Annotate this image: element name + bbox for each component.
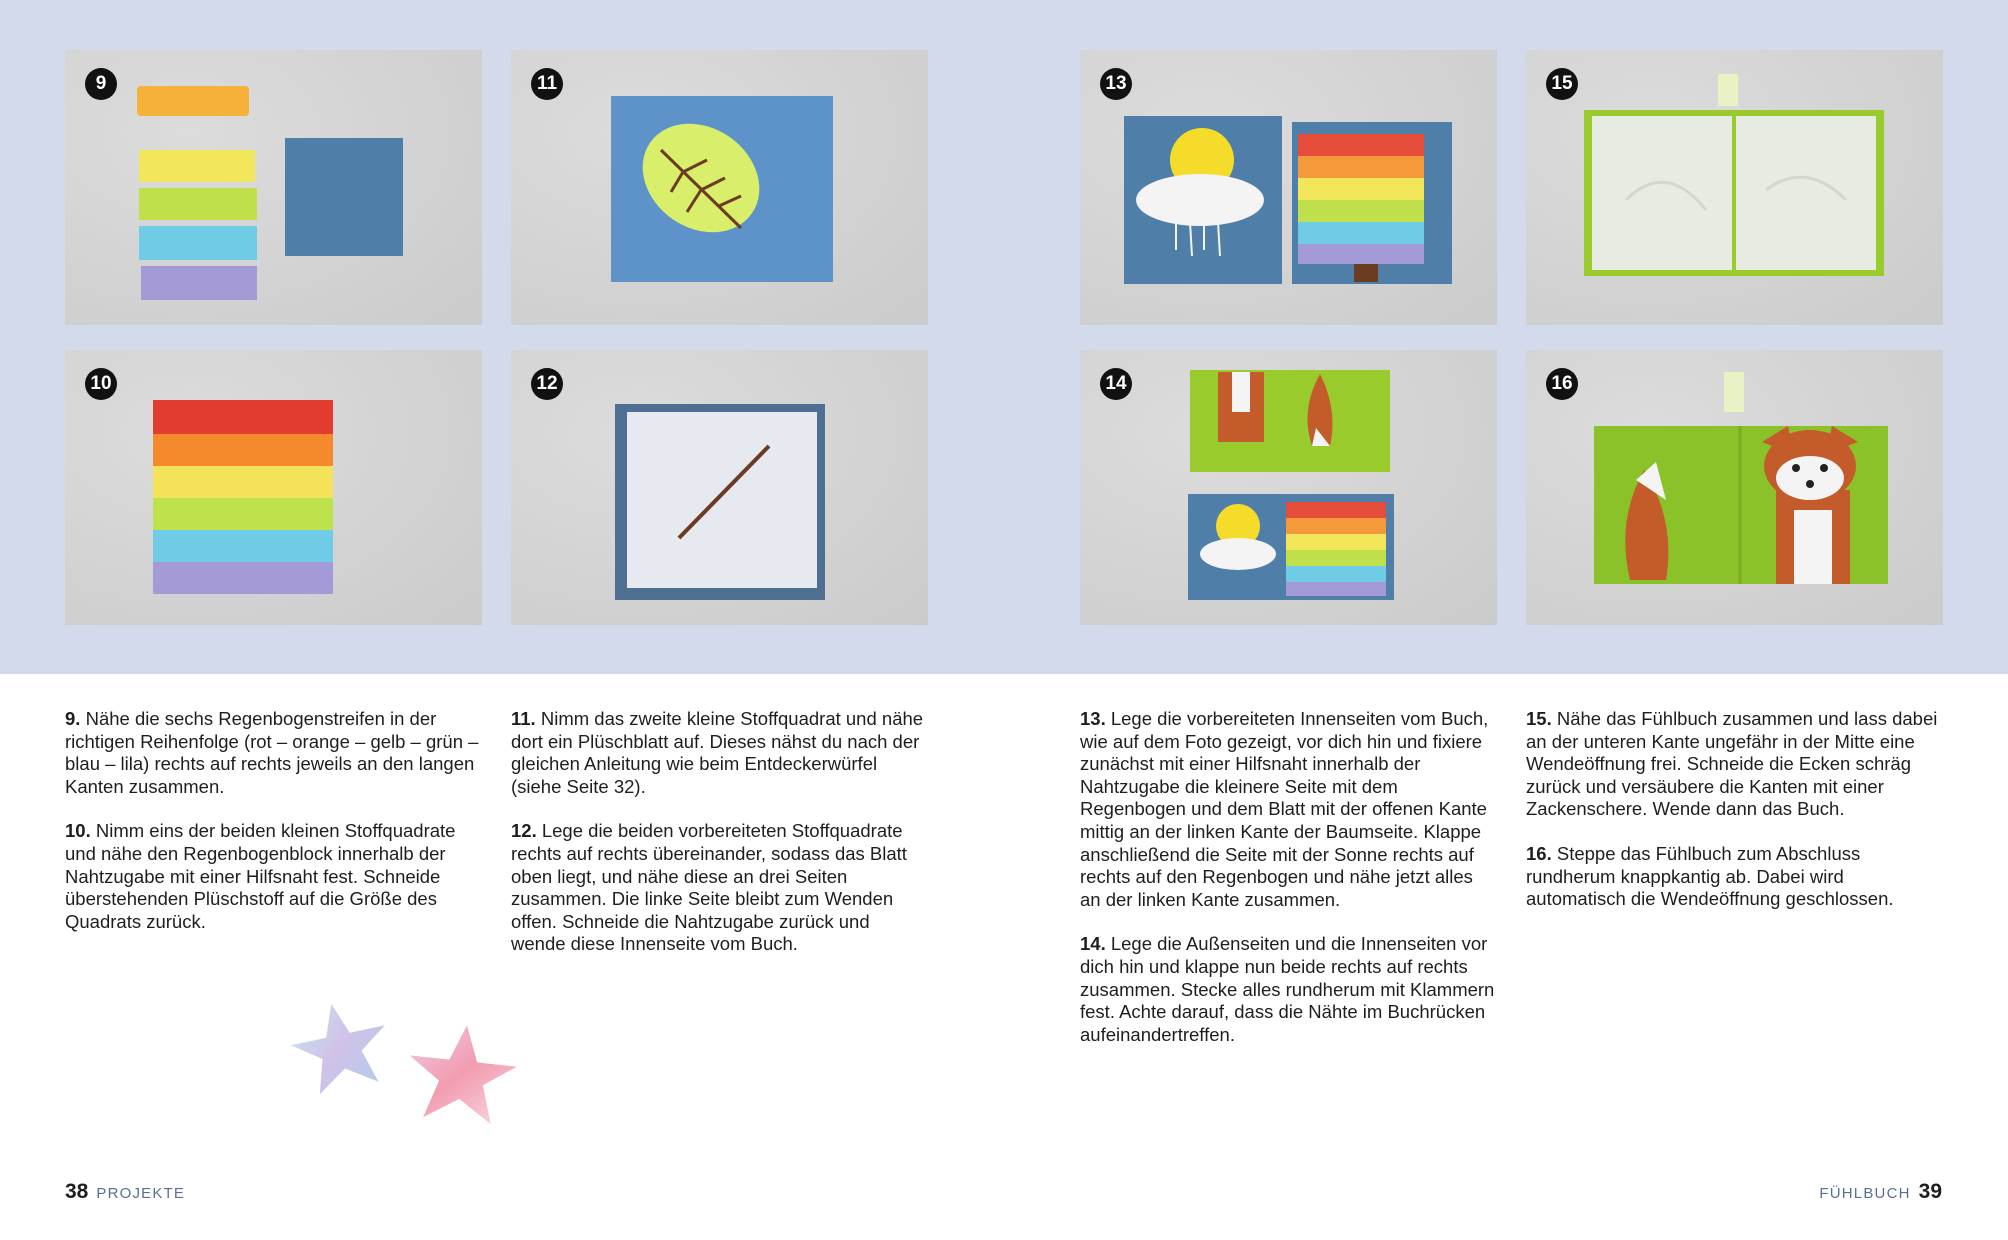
step-14 <box>1080 933 1498 1046</box>
fabric-strips-illustration <box>65 50 482 325</box>
instructions-column-3 <box>1080 708 1498 1068</box>
step-text: Lege die beiden vorbereiteten Stoffquadrate rechts auf rechts übereinander, sodass das Blatt oben liegt, und nähe diese an drei Seiten zusammen. Die linke Seite bleibt zum Wenden offen. Schneide die Nahtzugabe zurück und wende diese Innenseite vom Buch. <box>511 820 907 955</box>
instructions-column-1 <box>65 708 483 955</box>
step-photo-15 <box>1526 50 1943 325</box>
folio-right <box>1819 1180 1942 1204</box>
felt-square-illustration <box>511 350 928 625</box>
step-13 <box>1080 708 1498 911</box>
sun-rainbow-pages-illustration <box>1080 50 1497 325</box>
step-10 <box>65 820 483 933</box>
step-text: Nähe die sechs Regenbogenstreifen in der richtigen Reihenfolge (rot – orange – gelb – grün – blau – lila) rechts auf rechts jeweils an den langen Kanten zusammen. <box>65 708 479 797</box>
step-badge: 9 <box>85 68 117 100</box>
step-text: Steppe das Fühlbuch zum Abschluss rundherum knappkantig ab. Dabei wird automatisch die Wendeöffnung geschlossen. <box>1526 842 1894 910</box>
stacked-pages-illustration <box>1080 350 1497 625</box>
step-16 <box>1526 843 1944 911</box>
step-photo-16 <box>1526 350 1943 625</box>
star-icon <box>403 1020 520 1127</box>
inside-out-book-illustration <box>1526 50 1943 325</box>
step-badge: 15 <box>1546 68 1578 100</box>
step-11 <box>511 708 929 798</box>
step-text: Lege die vorbereiteten Innenseiten vom Buch, wie auf dem Foto gezeigt, vor dich hin und fixiere zunächst mit einer Hilfsnaht innerhalb der Nahtzugabe die kleinere Seite mit dem Regenbogen und dem Blatt mit der offenen Kante mittig an der linken Kante der Baumseite. Klappe anschließend die Seite mit der Sonne rechts auf rechts auf den Regenbogen und nähe jetzt alles an der linken Kante zusammen. <box>1080 708 1489 910</box>
step-label: 10. <box>65 820 91 842</box>
step-photo-9 <box>65 50 482 325</box>
step-label: 15. <box>1526 708 1552 729</box>
step-label: 12. <box>511 820 537 842</box>
step-badge: 14 <box>1100 368 1132 400</box>
section-label-left: PROJEKTE <box>96 1185 186 1202</box>
step-badge: 13 <box>1100 68 1132 100</box>
page-number-right: 39 <box>1918 1180 1942 1203</box>
step-photo-14 <box>1080 350 1497 625</box>
section-label-right: FÜHLBUCH <box>1819 1185 1911 1202</box>
instructions-column-4 <box>1526 708 1944 933</box>
step-text: Nimm eins der beiden kleinen Stoffquadrate und nähe den Regenbogenblock innerhalb der Nahtzugabe mit einer Hilfsnaht fest. Schneide überstehenden Plüschstoff auf die Größe des Quadrats zurück. <box>65 820 456 932</box>
page-number-left: 38 <box>65 1180 89 1203</box>
step-label: 14. <box>1080 933 1106 955</box>
folio-left <box>65 1180 185 1204</box>
watercolor-stars-decoration <box>290 995 530 1135</box>
step-badge: 11 <box>531 68 563 100</box>
step-badge: 10 <box>85 368 117 400</box>
leaf-square-illustration <box>511 50 928 325</box>
step-photo-10 <box>65 350 482 625</box>
step-label: 16. <box>1526 842 1552 864</box>
instructions-column-2 <box>511 708 929 978</box>
step-12 <box>511 820 929 956</box>
step-15 <box>1526 708 1944 821</box>
star-icon <box>290 995 396 1098</box>
step-text: Nähe das Fühlbuch zusammen und lass dabei an der unteren Kante ungefähr in der Mitte eine Wendeöffnung frei. Schneide die Ecken schräg zurück und versäubere die Kanten mit einer Zackenschere. Wende dann das Buch. <box>1526 708 1938 820</box>
step-photo-12 <box>511 350 928 625</box>
step-photo-13 <box>1080 50 1497 325</box>
step-badge: 12 <box>531 368 563 400</box>
step-label: 9. <box>65 708 81 729</box>
step-text: Nimm das zweite kleine Stoffquadrat und nähe dort ein Plüschblatt auf. Dieses nähst du nach der gleichen Anleitung wie beim Entdeckerwürfel (siehe Seite 32). <box>511 708 924 797</box>
step-label: 11. <box>511 708 536 729</box>
step-text: Lege die Außenseiten und die Innenseiten vor dich hin und klappe nun beide rechts auf rechts zusammen. Stecke alles rundherum mit Klammern fest. Achte darauf, dass die Nähte im Buchrücken aufeinandertreffen. <box>1080 933 1495 1045</box>
fox-book-illustration <box>1526 350 1943 625</box>
step-badge: 16 <box>1546 368 1578 400</box>
rainbow-block-illustration <box>65 350 482 625</box>
step-photo-11 <box>511 50 928 325</box>
step-label: 13. <box>1080 708 1106 729</box>
step-9 <box>65 708 483 798</box>
